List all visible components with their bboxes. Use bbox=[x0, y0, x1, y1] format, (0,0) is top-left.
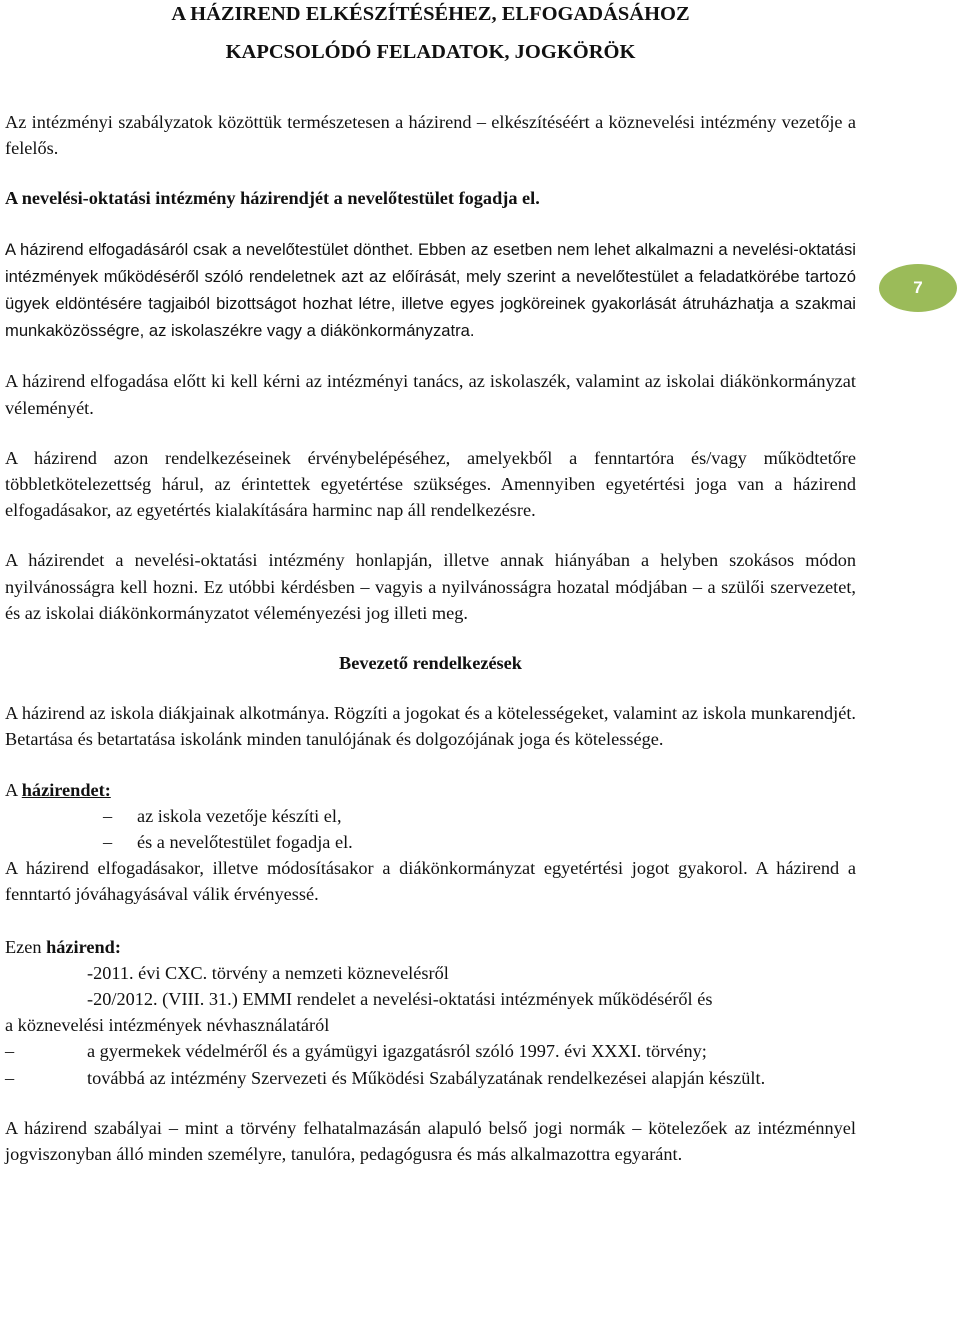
page-number-badge bbox=[879, 264, 957, 312]
list-item bbox=[5, 1065, 856, 1091]
paragraph-publication: A házirendet a nevelési-oktatási intézmény honlapján, illetve annak hiányában a helyben szokásos módon nyilvánosságra kell hozni. Ez utóbbi kérdésben – vagyis a nyilvánosságra hozatal módjában – a szülői szervezetet, és az iskolai diákönkormányzatot véleményezési jog illeti meg. bbox=[5, 550, 856, 623]
paragraph-introduction: A házirend az iskola diákjainak alkotmánya. Rögzíti a jogokat és a kötelességeket, valamint az iskola munkarendjét. Betartása és betartatása iskolánk minden tanulójának és dolgozójának joga és kötelessége. bbox=[5, 703, 856, 750]
document-title-line-2: KAPCSOLÓDÓ FELADATOK, JOGKÖRÖK bbox=[225, 41, 636, 63]
dash-bullet: – bbox=[5, 1067, 15, 1088]
paragraph-decision bbox=[5, 236, 856, 345]
document-page bbox=[5, 0, 856, 1167]
paragraph-decision-lead: A házirend elfogadásáról csak a nevelőtestület dönthet. bbox=[5, 239, 414, 259]
paragraph-consent: A házirend azon rendelkezéseinek érvénybelépéséhez, amelyekből a fenntartóra és/vagy működtetőre többletkötelezettség hárul, az érintettek egyetértése szükséges. Amennyiben egyetértési joga van a házirend elfogadásakor, az egyetértés kialakítására harminc nap áll rendelkezésre. bbox=[5, 447, 856, 521]
paragraph-closing: A házirend szabályai – mint a törvény felhatalmazásán alapuló belső jogi normák – kötelezőek az intézménnyel jogviszonyban álló minden személyre, tanulóra, pedagógusra és más alkalmazottra egyaránt. bbox=[5, 1117, 856, 1165]
law-reference-2-continuation: a köznevelési intézmények névhasználatáról bbox=[5, 1015, 330, 1036]
creators-heading bbox=[5, 777, 856, 803]
document-title-line-1: A HÁZIREND ELKÉSZÍTÉSÉHEZ, ELFOGADÁSÁHOZ bbox=[171, 3, 690, 25]
basis-prefix: Ezen bbox=[5, 936, 47, 957]
list-item bbox=[5, 803, 856, 829]
law-reference-1: -2011. évi CXC. törvény a nemzeti köznevelésről bbox=[87, 962, 449, 983]
paragraph-decision-body: Ebben az esetben nem lehet alkalmazni a nevelési-oktatási intézmények működéséről szóló rendeletnek azt az előírását, mely szerint a nevelőtestület a feladatkörébe tartozó ügyek eldöntésére tagjaiból bizottságot hozhat létre, illetve egyes jogköreinek gyakorlását átruházhatja a szakmai munkaközösségre, az iskolaszékre vagy a diákönkormányzatra. bbox=[5, 239, 856, 341]
page-number: 7 bbox=[913, 278, 923, 297]
dash-bullet: – bbox=[103, 832, 113, 853]
list-item-text: a gyermekek védelméről és a gyámügyi igazgatásról szóló 1997. évi XXXI. törvény; bbox=[87, 1041, 707, 1062]
list-item bbox=[5, 829, 856, 855]
creators-label: házirendet: bbox=[21, 779, 111, 800]
dash-bullet: – bbox=[103, 805, 113, 826]
list-item-text: és a nevelőtestület fogadja el. bbox=[137, 832, 353, 853]
list-item-text: az iskola vezetője készíti el, bbox=[137, 805, 342, 826]
list-item bbox=[5, 1038, 856, 1064]
paragraph-opinion: A házirend elfogadása előtt ki kell kérni az intézményi tanács, az iskolaszék, valamint az iskolai diákönkormányzat véleményét. bbox=[5, 371, 856, 418]
list-item-text: továbbá az intézmény Szervezeti és Működési Szabályzatának rendelkezései alapján készült. bbox=[87, 1067, 766, 1088]
basis-label: házirend: bbox=[46, 936, 121, 957]
paragraph-adoption: A nevelési-oktatási intézmény házirendjét a nevelőtestület fogadja el. bbox=[5, 188, 540, 209]
dash-bullet: – bbox=[5, 1041, 15, 1062]
basis-heading bbox=[5, 934, 856, 960]
section-title: Bevezető rendelkezések bbox=[339, 653, 522, 674]
law-reference-2: -20/2012. (VIII. 31.) EMMI rendelet a nevelési-oktatási intézmények működéséről és bbox=[87, 989, 713, 1010]
creators-prefix: A bbox=[5, 779, 22, 800]
paragraph-regulations-responsibility: Az intézményi szabályzatok közöttük természetesen a házirend – elkészítéséért a köznevelési intézmény vezetője a felelős. bbox=[5, 112, 856, 159]
paragraph-approval: A házirend elfogadásakor, illetve módosításakor a diákönkormányzat egyetértési jogot gyakorol. A házirend a fenntartó jóváhagyásával válik érvényessé. bbox=[5, 858, 856, 905]
